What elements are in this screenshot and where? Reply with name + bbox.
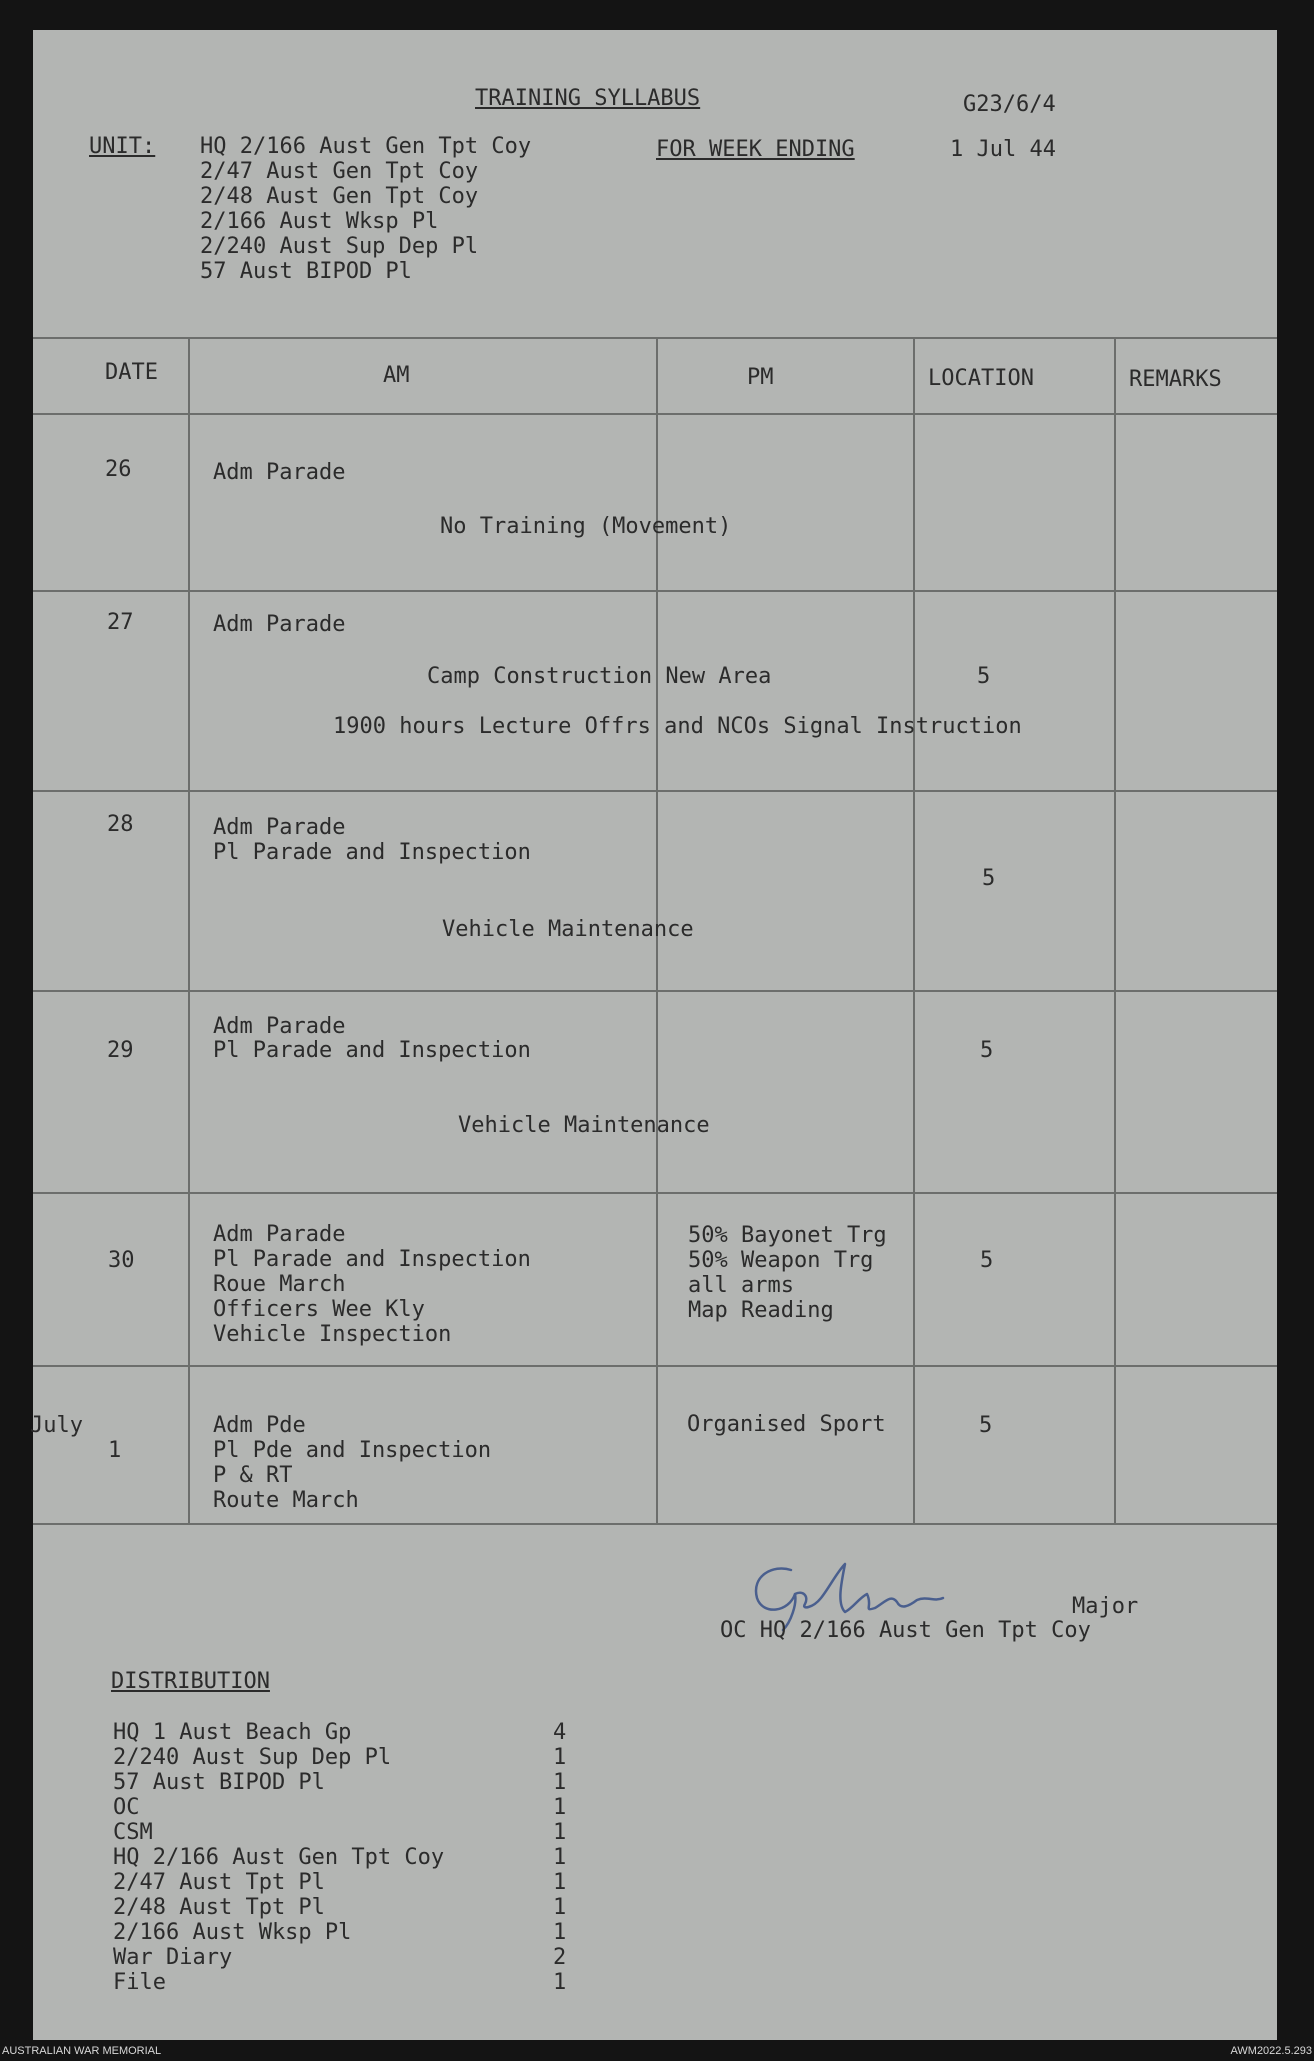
- row-am-line: Adm Parade: [213, 612, 346, 637]
- distribution-item: 2/48 Aust Tpt Pl: [113, 1895, 325, 1920]
- unit-item: HQ 2/166 Aust Gen Tpt Coy: [200, 134, 532, 159]
- row-spanning-activity: Vehicle Maintenance: [442, 917, 694, 942]
- table-top-rule: [33, 337, 1277, 339]
- row-am-line: Pl Parade and Inspection: [213, 1247, 531, 1272]
- row-am-line: Adm Parade: [213, 1014, 346, 1039]
- week-ending-label: FOR WEEK ENDING: [656, 137, 855, 162]
- row-note: 1900 hours Lecture Offrs and NCOs Signal Instruction: [333, 714, 1022, 739]
- distribution-list: [113, 1720, 444, 1995]
- row-am-line: Roue March: [213, 1272, 346, 1297]
- signatory-appointment: OC HQ 2/166 Aust Gen Tpt Coy: [720, 1618, 1091, 1643]
- header-remarks: REMARKS: [1129, 367, 1222, 392]
- column-divider: [1114, 337, 1116, 1523]
- distribution-qty: 1: [553, 1820, 567, 1845]
- row-pm-line: 50% Bayonet Trg: [688, 1223, 887, 1248]
- distribution-qty: 1: [553, 1745, 567, 1770]
- row-date: 26: [105, 457, 132, 482]
- row-date: 29: [107, 1038, 134, 1063]
- unit-item: 57 Aust BIPOD Pl: [200, 259, 412, 284]
- row-pm-line: 50% Weapon Trg: [688, 1248, 874, 1273]
- distribution-item: War Diary: [113, 1945, 233, 1970]
- signatory-rank: Major: [1072, 1594, 1139, 1619]
- distribution-qty: 1: [553, 1770, 567, 1795]
- row-month: July: [30, 1413, 83, 1438]
- row-spanning-activity: Vehicle Maintenance: [458, 1113, 710, 1138]
- row-pm-line: Organised Sport: [687, 1412, 886, 1437]
- header-am: AM: [383, 363, 410, 388]
- row-pm-line: all arms: [688, 1273, 794, 1298]
- row-am-line: Adm Parade: [213, 1222, 346, 1247]
- row-location: 5: [977, 664, 991, 689]
- header-date: DATE: [105, 360, 158, 385]
- document-page: [30, 30, 1277, 2040]
- row-divider: [33, 1365, 1277, 1367]
- row-am-line: Adm Parade: [213, 460, 346, 485]
- row-pm-cell: [688, 1223, 887, 1323]
- row-divider: [33, 1192, 1277, 1194]
- row-am-cell: [213, 1222, 531, 1347]
- distribution-qty: 1: [553, 1870, 567, 1895]
- row-am-cell: [213, 1413, 491, 1513]
- row-date: 30: [108, 1248, 135, 1273]
- distribution-item: File: [113, 1970, 166, 1995]
- distribution-item: CSM: [113, 1820, 153, 1845]
- distribution-item: HQ 1 Aust Beach Gp: [113, 1720, 352, 1745]
- distribution-qty: 1: [553, 1795, 567, 1820]
- unit-item: 2/240 Aust Sup Dep Pl: [200, 234, 479, 259]
- header-location: LOCATION: [928, 366, 1034, 391]
- document-title: TRAINING SYLLABUS: [475, 86, 701, 111]
- unit-item: 2/166 Aust Wksp Pl: [200, 209, 439, 234]
- distribution-heading: DISTRIBUTION: [111, 1669, 270, 1694]
- week-ending-date: 1 Jul 44: [950, 137, 1056, 162]
- table-bottom-rule: [33, 1523, 1277, 1525]
- distribution-qty: 1: [553, 1970, 567, 1995]
- row-am-line: Pl Parade and Inspection: [213, 840, 531, 865]
- header-pm: PM: [747, 365, 774, 390]
- row-am-line: Adm Pde: [213, 1413, 306, 1438]
- distribution-item: 57 Aust BIPOD Pl: [113, 1770, 325, 1795]
- distribution-qty: 1: [553, 1845, 567, 1870]
- unit-list: [200, 134, 531, 284]
- reference-number: G23/6/4: [963, 92, 1056, 117]
- row-spanning-activity: Camp Construction New Area: [427, 664, 772, 689]
- row-am-line: Pl Parade and Inspection: [213, 1038, 531, 1063]
- unit-item: 2/47 Aust Gen Tpt Coy: [200, 159, 479, 184]
- unit-item: 2/48 Aust Gen Tpt Coy: [200, 184, 479, 209]
- distribution-qty: 1: [553, 1895, 567, 1920]
- row-date: 1: [108, 1438, 122, 1463]
- distribution-qty: 4: [553, 1720, 567, 1745]
- row-am-line: Pl Pde and Inspection: [213, 1438, 492, 1463]
- row-am-line: Vehicle Inspection: [213, 1322, 452, 1347]
- distribution-qty: 1: [553, 1920, 567, 1945]
- row-location: 5: [979, 1413, 993, 1438]
- unit-label: UNIT:: [89, 134, 156, 159]
- distribution-item: 2/166 Aust Wksp Pl: [113, 1920, 352, 1945]
- column-divider: [913, 337, 915, 1523]
- row-pm-line: Map Reading: [688, 1298, 834, 1323]
- distribution-item: 2/240 Aust Sup Dep Pl: [113, 1745, 392, 1770]
- row-location: 5: [980, 1038, 994, 1063]
- footer-archive-name: AUSTRALIAN WAR MEMORIAL: [2, 2045, 162, 2057]
- distribution-item: OC: [113, 1795, 140, 1820]
- row-date: 27: [107, 610, 134, 635]
- row-location: 5: [982, 866, 996, 891]
- row-date: 28: [107, 812, 134, 837]
- row-am-line: Route March: [213, 1488, 359, 1513]
- column-divider: [188, 337, 190, 1523]
- row-divider: [33, 590, 1277, 592]
- distribution-qty: 2: [553, 1945, 567, 1970]
- row-am-line: P & RT: [213, 1463, 293, 1488]
- row-am-line: Adm Parade: [213, 815, 346, 840]
- distribution-quantities: [553, 1720, 566, 1995]
- distribution-item: 2/47 Aust Tpt Pl: [113, 1870, 325, 1895]
- row-location: 5: [980, 1248, 994, 1273]
- footer-archive-id: AWM2022.5.293: [1230, 2045, 1312, 2057]
- row-am-line: Officers Wee Kly: [213, 1297, 425, 1322]
- row-divider: [33, 990, 1277, 992]
- distribution-item: HQ 2/166 Aust Gen Tpt Coy: [113, 1845, 445, 1870]
- row-divider: [33, 790, 1277, 792]
- row-spanning-activity: No Training (Movement): [440, 514, 732, 539]
- table-header-rule: [33, 413, 1277, 415]
